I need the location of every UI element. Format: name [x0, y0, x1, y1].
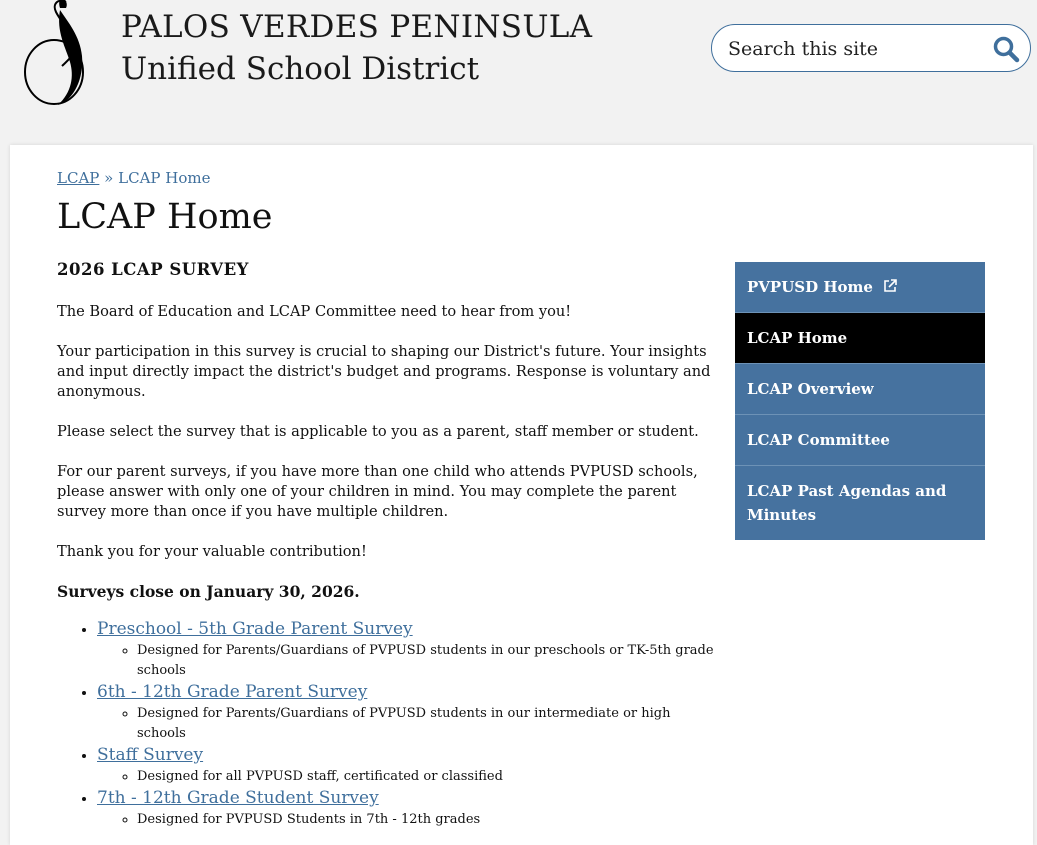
- sidenav-item-lcap-committee[interactable]: [735, 415, 985, 466]
- paragraph: For our parent surveys, if you have more than one child who attends PVPUSD schools, please answer with only one of your children in mind. You may complete the parent survey more than once if you have multiple children.: [57, 463, 698, 520]
- side-navigation: [735, 262, 985, 540]
- district-name[interactable]: [121, 6, 592, 90]
- paragraph: The Board of Education and LCAP Committee need to hear from you!: [57, 303, 572, 320]
- page-title: LCAP Home: [57, 197, 273, 237]
- paragraph: Please select the survey that is applicable to you as a parent, staff member or student.: [57, 423, 699, 440]
- list-item: [97, 744, 722, 787]
- district-name-line2: Unified School District: [121, 51, 480, 87]
- site-header: [0, 0, 1037, 145]
- swan-logo-icon[interactable]: [22, 0, 102, 110]
- survey-link-preschool-5th-parent[interactable]: Preschool - 5th Grade Parent Survey: [97, 619, 413, 639]
- sidenav-item-pvpusd-home[interactable]: [735, 262, 985, 313]
- list-item: [97, 681, 722, 744]
- paragraph: Thank you for your valuable contribution!: [57, 543, 367, 560]
- sidenav-item-lcap-home[interactable]: [735, 313, 985, 364]
- sidenav-item-lcap-overview[interactable]: [735, 364, 985, 415]
- external-link-icon: [882, 278, 898, 294]
- breadcrumb-link-lcap[interactable]: LCAP: [57, 169, 100, 187]
- survey-description: ◦ Designed for all PVPUSD staff, certificated or classified: [137, 767, 722, 787]
- breadcrumb-separator: »: [104, 169, 114, 187]
- search-icon[interactable]: [992, 35, 1020, 63]
- close-notice: Surveys close on January 30, 2026.: [57, 582, 360, 601]
- list-item: [97, 618, 722, 681]
- survey-heading: 2026 LCAP SURVEY: [57, 260, 249, 279]
- search-input[interactable]: [726, 35, 980, 63]
- survey-list: [57, 618, 722, 830]
- survey-description: ◦ Designed for PVPUSD Students in 7th - 12th grades: [137, 810, 722, 830]
- survey-link-7th-12th-student[interactable]: 7th - 12th Grade Student Survey: [97, 788, 379, 808]
- paragraph: Your participation in this survey is crucial to shaping our District's future. Your insights and input directly impact the district's budget and programs. Response is voluntary and anonymous.: [57, 343, 711, 400]
- sidenav-item-label: LCAP Committee: [747, 431, 890, 449]
- survey-description: ◦ Designed for Parents/Guardians of PVPUSD students in our intermediate or high schools: [137, 704, 722, 744]
- district-name-line1: PALOS VERDES PENINSULA: [121, 9, 593, 45]
- survey-description: ◦ Designed for Parents/Guardians of PVPUSD students in our preschools or TK-5th grade schools: [137, 641, 722, 681]
- sidenav-item-label: LCAP Past Agendas and Minutes: [747, 482, 947, 524]
- sidenav-item-label: LCAP Overview: [747, 380, 874, 398]
- sidenav-item-label: PVPUSD Home: [747, 278, 873, 296]
- sidenav-item-label: LCAP Home: [747, 329, 848, 347]
- content-panel: [10, 145, 1033, 845]
- main-content: [57, 260, 722, 830]
- breadcrumb: [57, 169, 210, 187]
- survey-link-staff[interactable]: Staff Survey: [97, 745, 204, 765]
- breadcrumb-current: LCAP Home: [118, 169, 211, 187]
- list-item: [97, 787, 722, 830]
- survey-link-6th-12th-parent[interactable]: 6th - 12th Grade Parent Survey: [97, 682, 368, 702]
- site-search: [711, 24, 1031, 72]
- sidenav-item-lcap-past-agendas[interactable]: [735, 466, 985, 540]
